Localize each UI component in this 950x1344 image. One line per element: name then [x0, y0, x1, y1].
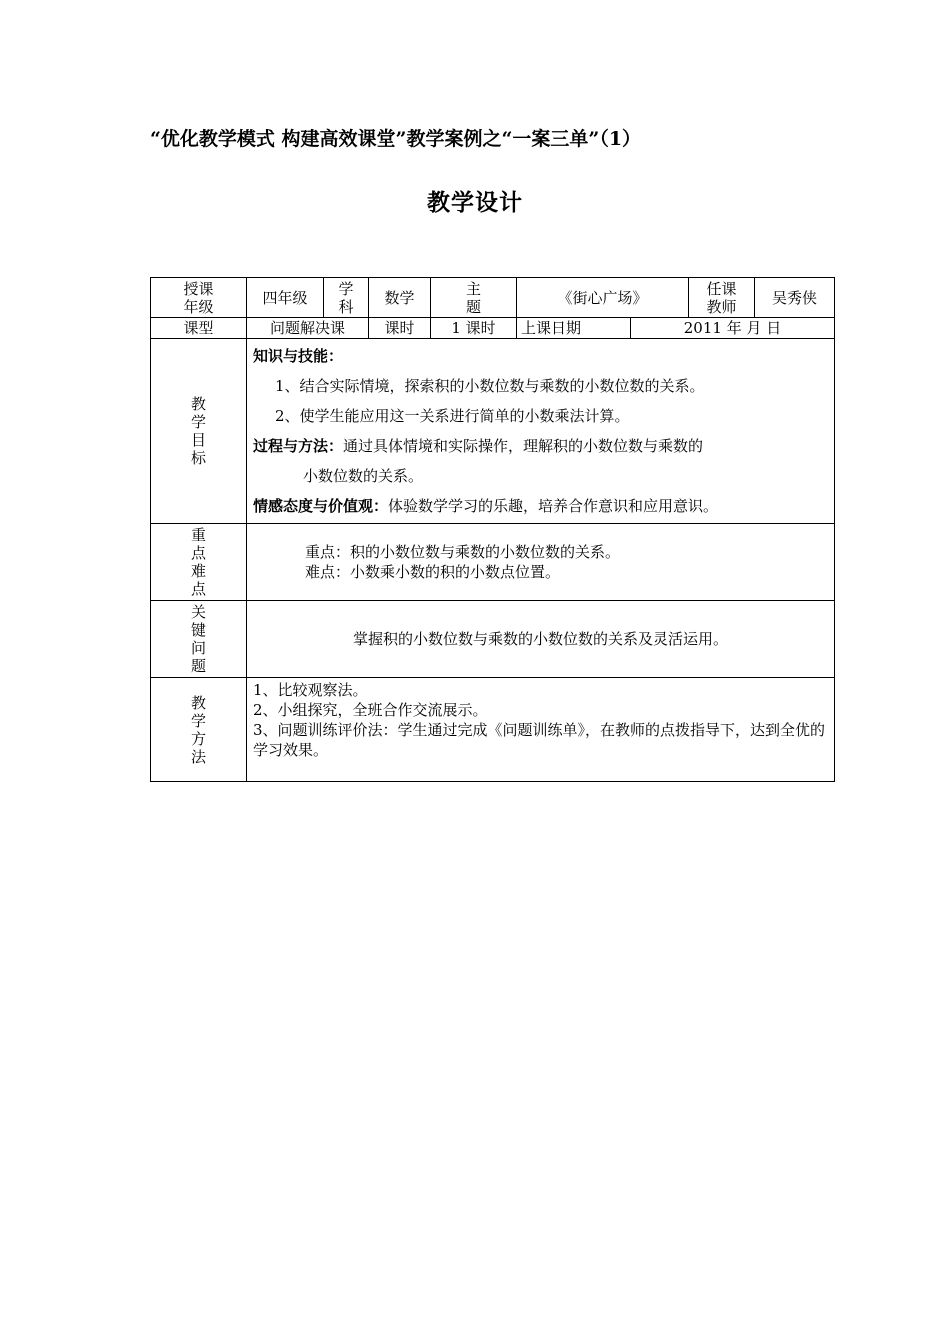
table-row-info [151, 278, 835, 318]
methods-content [247, 678, 835, 782]
table-row-schedule [151, 318, 835, 339]
emotion-text: 体验数学学习的乐趣，培养合作意识和应用意识。 [388, 497, 719, 515]
grade-value: 四年级 [247, 278, 324, 318]
type-label: 课型 [151, 318, 247, 339]
process-text-continued: 小数位数的关系。 [303, 467, 424, 485]
key-points-content [247, 524, 835, 601]
date-value: 2011 年 月 日 [631, 318, 835, 339]
topic-label-cell: 主 题 [431, 278, 517, 318]
process-text: 通过具体情境和实际操作，理解积的小数位数与乘数的 [343, 437, 704, 455]
key-points-label: 重 点 难 点 [151, 524, 247, 601]
type-value: 问题解决课 [247, 318, 369, 339]
subject-label-cell: 学 科 [324, 278, 369, 318]
table-row-key-points [151, 524, 835, 601]
goals-content [247, 339, 835, 524]
method-item: 3、问题训练评价法：学生通过完成《问题训练单》，在教师的点拨指导下，达到全优的学习效果。 [253, 721, 826, 759]
subject-value: 数学 [369, 278, 431, 318]
knowledge-item: 2、使学生能应用这一关系进行简单的小数乘法计算。 [275, 407, 630, 425]
document-title: “优化教学模式 构建高效课堂”教学案例之“一案三单”（1） [150, 128, 642, 150]
difficulty-point: 难点：小数乘小数的积的小数点位置。 [305, 563, 561, 581]
key-point: 重点：积的小数位数与乘数的小数位数的关系。 [305, 543, 621, 561]
knowledge-item: 1、结合实际情境，探索积的小数位数与乘数的小数位数的关系。 [275, 377, 705, 395]
teacher-label-cell: 任课 教师 [689, 278, 755, 318]
process-heading: 过程与方法： [253, 437, 344, 455]
lesson-plan-table [150, 277, 835, 782]
methods-label: 教 学 方 法 [151, 678, 247, 782]
knowledge-heading: 知识与技能： [253, 347, 344, 365]
goals-label: 教 学 目 标 [151, 339, 247, 524]
teacher-value: 吴秀侠 [755, 278, 835, 318]
table-row-key-question [151, 601, 835, 678]
emotion-line [253, 491, 828, 521]
key-question-content: 掌握积的小数位数与乘数的小数位数的关系及灵活运用。 [247, 601, 835, 678]
emotion-heading: 情感态度与价值观： [253, 497, 389, 515]
topic-value: 《街心广场》 [517, 278, 689, 318]
date-label: 上课日期 [517, 318, 631, 339]
table-row-goals [151, 339, 835, 524]
process-line [253, 431, 828, 461]
hours-value: 1 课时 [431, 318, 517, 339]
method-item: 2、小组探究，全班合作交流展示。 [253, 701, 488, 719]
table-row-methods [151, 678, 835, 782]
section-title: 教学设计 [427, 189, 523, 216]
key-question-label: 关 键 问 题 [151, 601, 247, 678]
grade-label-cell: 授课 年级 [151, 278, 247, 318]
hours-label: 课时 [369, 318, 431, 339]
method-item: 1、比较观察法。 [253, 681, 368, 699]
